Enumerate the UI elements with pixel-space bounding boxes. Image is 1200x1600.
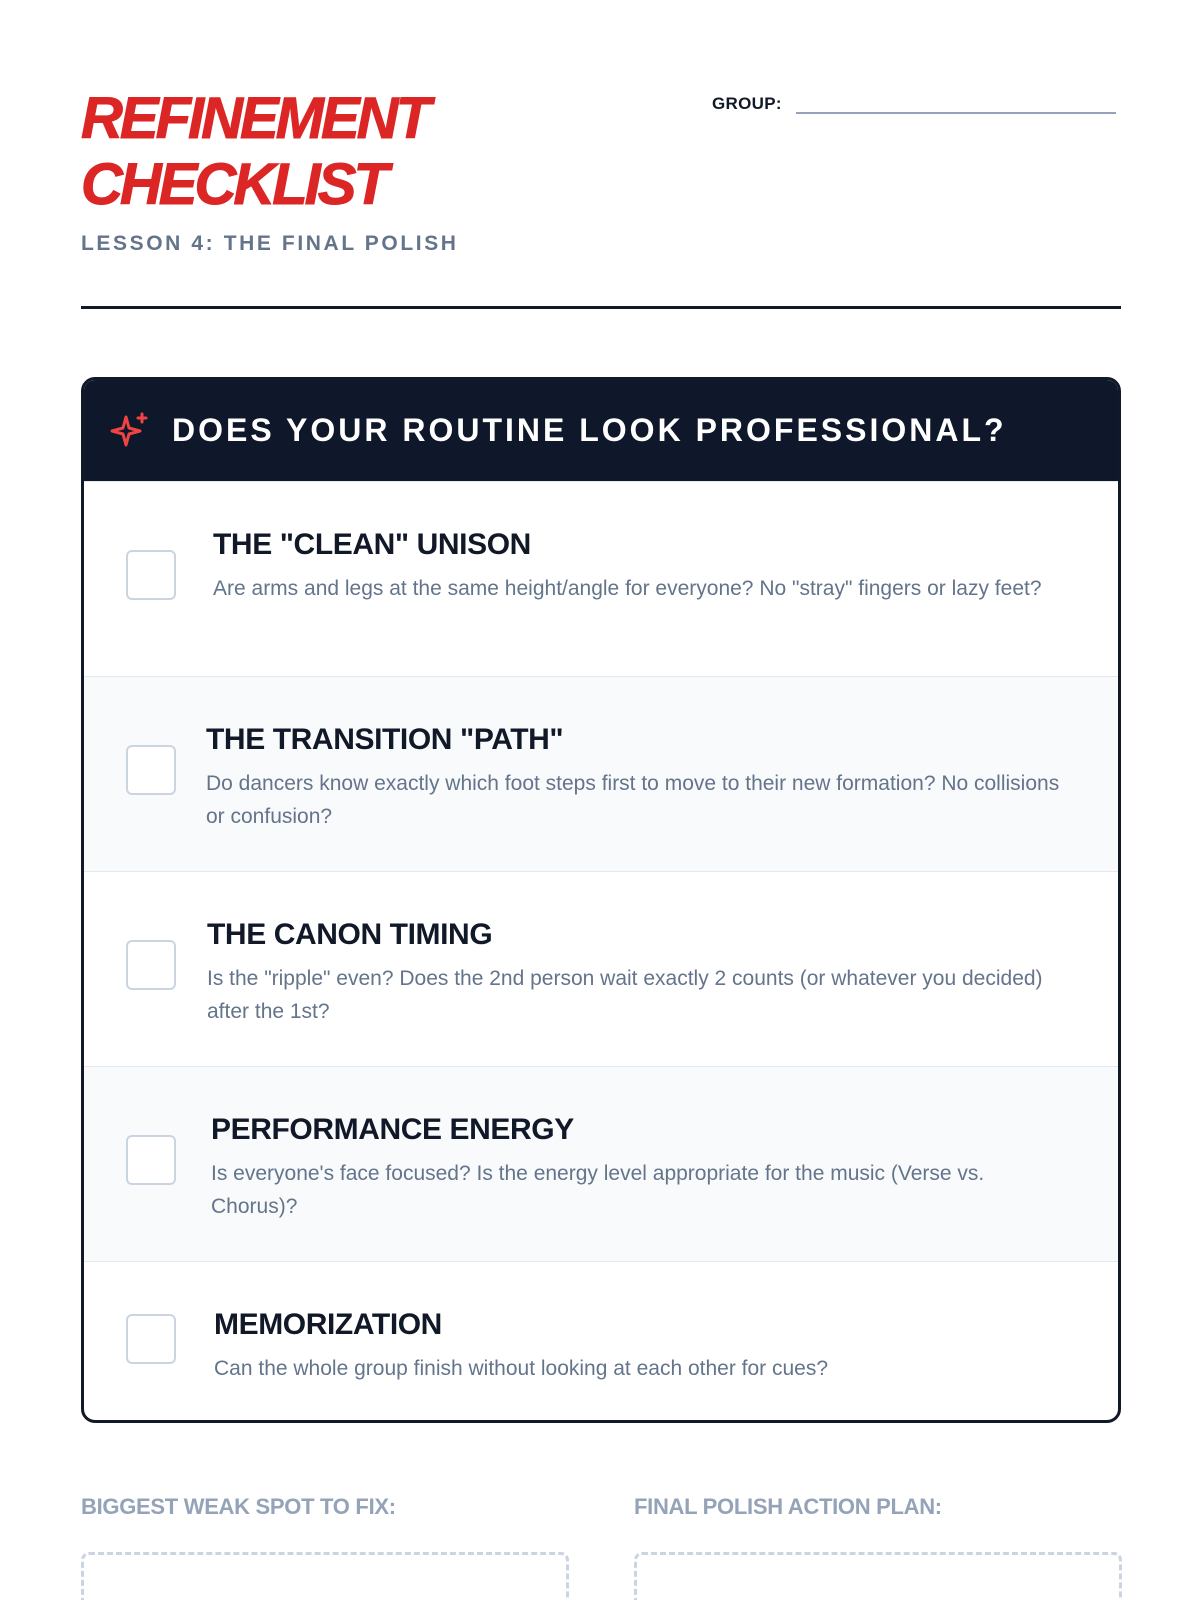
checklist-item	[84, 1261, 1118, 1421]
group-field	[712, 92, 1116, 114]
action-plan-label: FINAL POLISH ACTION PLAN:	[634, 1494, 942, 1519]
item-checkbox[interactable]	[126, 550, 176, 600]
title-line-1: REFINEMENT	[81, 86, 428, 151]
checklist-item	[84, 871, 1118, 1066]
item-description: Do dancers know exactly which foot steps first to move to their new formation? No collisions or confusion?	[206, 772, 1060, 828]
item-description: Is everyone's face focused? Is the energy level appropriate for the music (Verse vs. Chorus)?	[211, 1162, 985, 1218]
weak-spot-input-box[interactable]	[81, 1552, 569, 1600]
item-title: MEMORIZATION	[214, 1308, 442, 1341]
checklist-card-header	[84, 380, 1118, 481]
sparkle-icon	[110, 411, 150, 451]
item-checkbox[interactable]	[126, 1314, 176, 1364]
title-line-2: CHECKLIST	[81, 152, 386, 217]
checklist-item	[84, 676, 1118, 871]
checklist-card-title: DOES YOUR ROUTINE LOOK PROFESSIONAL?	[172, 412, 1007, 448]
checklist-item	[84, 481, 1118, 676]
item-description: Are arms and legs at the same height/angle for everyone? No "stray" fingers or lazy feet?	[213, 577, 1042, 600]
item-title: THE "CLEAN" UNISON	[213, 528, 531, 561]
action-plan-input-box[interactable]	[634, 1552, 1122, 1600]
lesson-subtitle: LESSON 4: THE FINAL POLISH	[81, 232, 459, 255]
checklist-item	[84, 1066, 1118, 1261]
item-title: PERFORMANCE ENERGY	[211, 1113, 574, 1146]
item-title: THE TRANSITION "PATH"	[206, 723, 564, 756]
item-description: Can the whole group finish without looking at each other for cues?	[214, 1357, 829, 1380]
item-checkbox[interactable]	[126, 940, 176, 990]
item-title: THE CANON TIMING	[207, 918, 493, 951]
item-checkbox[interactable]	[126, 745, 176, 795]
header-divider	[81, 306, 1121, 309]
group-label: GROUP:	[712, 94, 782, 113]
checklist-card	[81, 377, 1121, 1423]
item-checkbox[interactable]	[126, 1135, 176, 1185]
item-description: Is the "ripple" even? Does the 2nd person wait exactly 2 counts (or whatever you decided) after the 1st?	[207, 967, 1043, 1023]
weak-spot-label: BIGGEST WEAK SPOT TO FIX:	[81, 1494, 396, 1519]
group-input-line[interactable]	[796, 92, 1116, 114]
